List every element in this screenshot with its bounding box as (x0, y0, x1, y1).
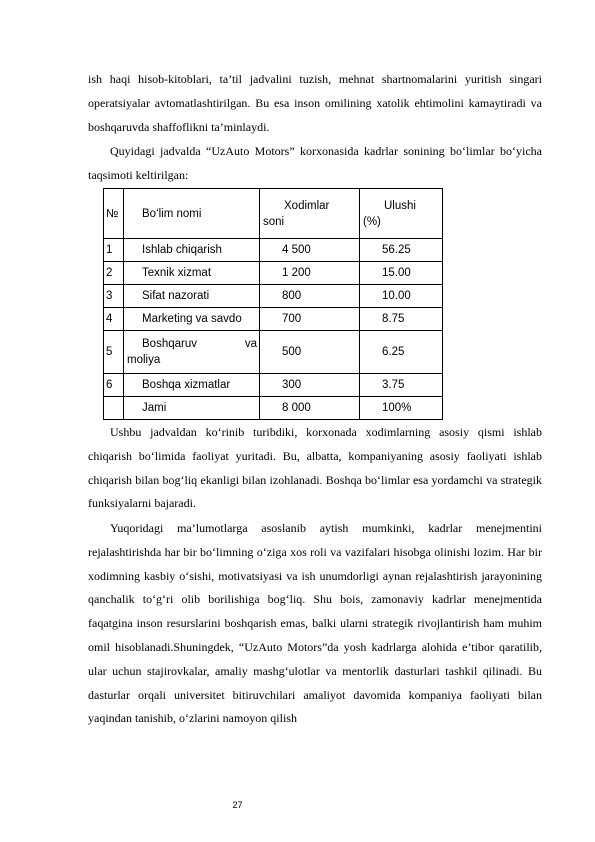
header-share-line1: Ulushi (384, 199, 416, 212)
table-header-row (104, 189, 443, 239)
row-name: Ishlab chiqarish (124, 239, 260, 262)
table-row (104, 239, 443, 262)
total-num (104, 397, 124, 420)
header-count (260, 189, 360, 239)
page-number-text: 27 (232, 800, 243, 810)
row-name: Texnik xizmat (124, 262, 260, 285)
row-share: 6.25 (360, 331, 443, 374)
paragraph-4: Yuqoridagi ma’lumotlarga asoslanib aytish mumkinki, kadrlar menejmentini rejalashtirishda har bir bo‘limning o‘ziga xos roli va vazifalari hisobga olinishi lozim. Har bir xodimning kasbiy o‘sishi, motivatsiyasi va ish unumdorligi aynan rejalashtirish jarayonining qanchalik to‘g‘ri olib borilishiga bog‘liq. Shu bois, zamonaviy kadrlar menejmentida faqatgina inson resurslarini boshqarish emas, balki ularni strategik rivojlantirish ham muhim omil hisoblanadi.Shuningdek, “UzAuto Motors”da yosh kadrlarga alohida e’tibor qaratilib, ular uchun stajirovkalar, amaliy mashg‘ulotlar va mentorlik dasturlari tashkil qilinadi. Bu dasturlar orqali universitet bitiruvchilari amaliyot davomida kompaniya faoliyati bilan yaqindan tanishib, o‘zlarini namoyon qilish (88, 521, 542, 726)
row-share: 15.00 (360, 262, 443, 285)
row-num: 4 (104, 308, 124, 331)
row-count: 1 200 (260, 262, 360, 285)
row-name: Marketing va savdo (124, 308, 260, 331)
row-count: 700 (260, 308, 360, 331)
row-count: 4 500 (260, 239, 360, 262)
table-row (104, 285, 443, 308)
row-share: 3.75 (360, 374, 443, 397)
paragraph-1: ish haqi hisob-kitoblari, ta’til jadvalini tuzish, mehnat shartnomalarini yuritish singari operatsiyalar avtomatlashtirilgan. Bu esa inson omilining xatolik ehtimolini kamaytiradi va boshqaruvda shaffoflikni ta’minlaydi. (88, 72, 542, 134)
row-count: 800 (260, 285, 360, 308)
paragraph-3: Ushbu jadvaldan ko‘rinib turibdiki, korxonada xodimlarning asosiy qismi ishlab chiqarish bo‘limida faoliyat yuritadi. Bu, albatta, kompaniyaning asosiy faoliyati ishlab chiqarish bilan bog‘liq ekanligi bilan izohlanadi. Boshqa bo‘limlar esa yordamchi va strategik funksiyalarni bajaradi. (88, 425, 542, 511)
staff-distribution-table (103, 188, 443, 420)
header-num: № (104, 189, 124, 239)
row-name: Sifat nazorati (124, 285, 260, 308)
row-name: Boshqa xizmatlar (124, 374, 260, 397)
page-number (0, 800, 595, 810)
row-num: 2 (104, 262, 124, 285)
row-num: 6 (104, 374, 124, 397)
row-count: 500 (260, 331, 360, 374)
table-total-row (104, 397, 443, 420)
row-name (124, 331, 260, 374)
row-share: 10.00 (360, 285, 443, 308)
header-count-line2: soni (263, 215, 285, 228)
row-name-line1: Boshqaruv va (142, 338, 257, 350)
row-name-line2: moliya (127, 354, 161, 366)
header-count-line1: Xodimlar (284, 199, 330, 212)
header-share-line2: (%) (363, 215, 381, 228)
total-share: 100% (360, 397, 443, 420)
header-share (360, 189, 443, 239)
table-row (104, 308, 443, 331)
total-name: Jami (124, 397, 260, 420)
table-row (104, 331, 443, 374)
row-num: 5 (104, 331, 124, 374)
table-row (104, 262, 443, 285)
paragraph-2: Quyidagi jadvalda “UzAuto Motors” korxonasida kadrlar sonining bo‘limlar bo‘yicha taqsimoti keltirilgan: (88, 144, 542, 182)
row-count: 300 (260, 374, 360, 397)
table-row (104, 374, 443, 397)
header-name: Bo‘lim nomi (124, 189, 260, 239)
total-count: 8 000 (260, 397, 360, 420)
row-share: 8.75 (360, 308, 443, 331)
row-num: 3 (104, 285, 124, 308)
row-num: 1 (104, 239, 124, 262)
row-share: 56.25 (360, 239, 443, 262)
